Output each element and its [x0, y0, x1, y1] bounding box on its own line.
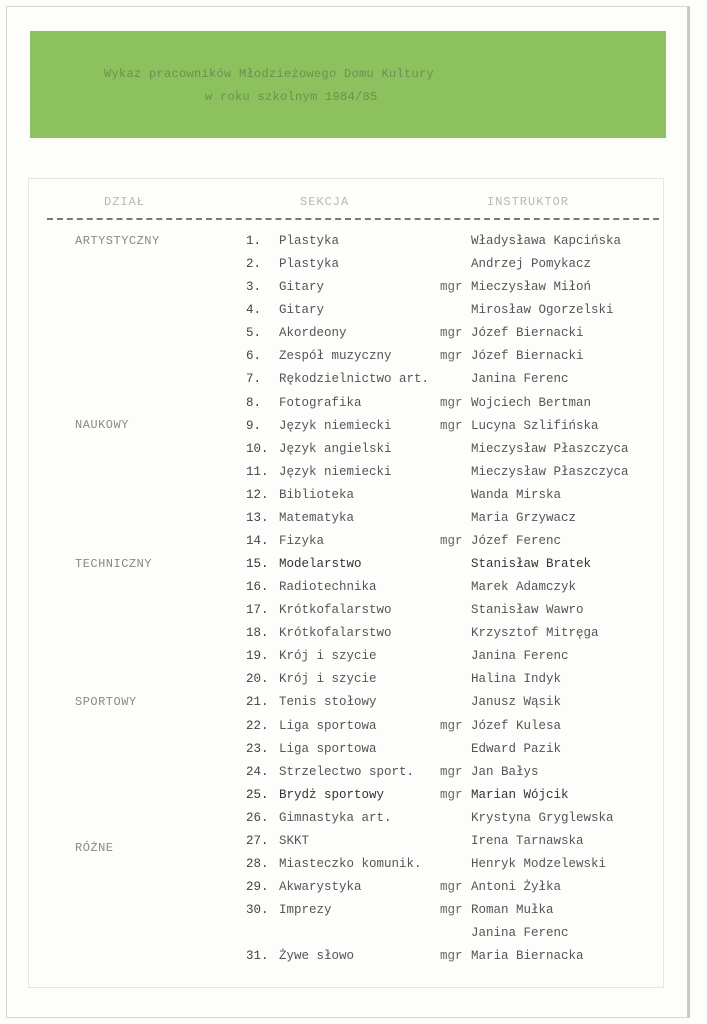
table-row [0, 649, 707, 669]
row-number: 9. [246, 418, 262, 433]
table-row [0, 765, 707, 785]
table-row [0, 511, 707, 531]
table-row [0, 857, 707, 877]
row-title-mgr: mgr [440, 326, 463, 341]
table-row [0, 903, 707, 923]
table-row [0, 603, 707, 623]
row-section: Matematyka [279, 510, 355, 525]
row-number: 13. [246, 510, 269, 525]
row-section: Tenis stołowy [279, 695, 377, 710]
row-instructor: Krzysztof Mitręga [471, 626, 599, 641]
table-row [0, 303, 707, 323]
row-number: 21. [246, 695, 269, 710]
row-section: Język niemiecki [279, 418, 392, 433]
row-number: 27. [246, 833, 269, 848]
row-instructor: Józef Ferenc [471, 533, 562, 548]
row-section: Fotografika [279, 395, 362, 410]
table-row [0, 442, 707, 462]
row-title-mgr: mgr [440, 718, 463, 733]
row-title-mgr: mgr [440, 533, 463, 548]
category-rozne: RÓŻNE [75, 841, 114, 855]
row-section: Plastyka [279, 234, 340, 248]
row-instructor: Maria Biernacka [471, 949, 584, 964]
row-instructor: Mieczysław Płaszczyca [471, 441, 629, 456]
table-row [0, 419, 707, 439]
row-number: 20. [246, 672, 269, 687]
table-row [0, 280, 707, 300]
row-section: Akordeony [279, 326, 347, 341]
row-section: Akwarystyka [279, 880, 362, 894]
category-naukowy: NAUKOWY [75, 418, 129, 432]
row-section: Fizyka [279, 533, 325, 548]
row-instructor: Jan Bałys [471, 764, 539, 779]
row-section: Liga sportowa [279, 718, 377, 733]
row-instructor: Józef Kulesa [471, 718, 562, 733]
table-row [0, 580, 707, 600]
row-instructor: Stanisław Bratek [471, 557, 592, 571]
row-instructor: Józef Biernacki [471, 349, 584, 364]
title-band [30, 31, 666, 138]
row-number: 7. [246, 372, 262, 387]
document-title: Wykaz pracowników Młodzieżowego Domu Kultury [104, 67, 435, 81]
row-instructor: Halina Indyk [471, 672, 562, 687]
table-row [0, 372, 707, 392]
row-instructor: Mirosław Ogorzelski [471, 303, 614, 318]
row-section: Plastyka [279, 257, 340, 272]
header-sekcja: SEKCJA [300, 195, 350, 209]
row-instructor: Stanisław Wawro [471, 603, 584, 618]
row-number: 22. [246, 718, 269, 733]
table-row [0, 672, 707, 692]
row-section: Brydż sportowy [279, 787, 385, 802]
table-row [0, 534, 707, 554]
row-number: 6. [246, 349, 262, 364]
table-row [0, 834, 707, 854]
table-row [0, 488, 707, 508]
row-section: Imprezy [279, 903, 332, 917]
row-section: Radiotechnika [279, 580, 377, 594]
row-instructor: Mieczysław Miłoń [471, 280, 592, 295]
table-row [0, 811, 707, 831]
row-title-mgr: mgr [440, 903, 463, 917]
table-row [0, 788, 707, 808]
table-row [0, 257, 707, 277]
row-section: Modelarstwo [279, 557, 362, 571]
row-number: 24. [246, 764, 269, 779]
table-row [0, 742, 707, 762]
row-title-mgr: mgr [440, 280, 463, 295]
row-section: Język angielski [279, 441, 392, 456]
row-section: Gitary [279, 280, 325, 295]
row-section: Język niemiecki [279, 464, 392, 479]
row-number: 19. [246, 649, 269, 664]
table-row [0, 695, 707, 715]
row-title-mgr: mgr [440, 764, 463, 779]
row-instructor: Władysława Kapcińska [471, 234, 622, 248]
row-instructor: Andrzej Pomykacz [471, 257, 592, 272]
table-row [0, 880, 707, 900]
row-number: 17. [246, 603, 269, 618]
header-divider [47, 218, 659, 220]
row-section: Biblioteka [279, 487, 355, 502]
row-instructor: Lucyna Szlifińska [471, 418, 599, 433]
row-section: Miasteczko komunik. [279, 856, 422, 871]
row-number: 29. [246, 880, 269, 894]
row-number: 25. [246, 787, 269, 802]
row-section: Zespół muzyczny [279, 349, 392, 364]
row-section: Gimnastyka art. [279, 810, 392, 825]
row-instructor: Marian Wójcik [471, 787, 569, 802]
table-row [0, 557, 707, 577]
row-number: 16. [246, 580, 269, 594]
table-row [0, 465, 707, 485]
row-title-mgr: mgr [440, 395, 463, 410]
table-row [0, 926, 707, 946]
row-instructor: Janina Ferenc [471, 649, 569, 664]
table-row [0, 949, 707, 969]
row-instructor: Wanda Mirska [471, 487, 562, 502]
row-number: 14. [246, 533, 269, 548]
row-number: 11. [246, 464, 269, 479]
row-instructor: Henryk Modzelewski [471, 856, 607, 871]
row-number: 23. [246, 741, 269, 756]
row-section: SKKT [279, 833, 310, 848]
table-row [0, 626, 707, 646]
row-number: 28. [246, 856, 269, 871]
row-section: Strzelectwo sport. [279, 764, 415, 779]
header-dzial: DZIAŁ [104, 195, 146, 209]
row-instructor: Antoni Żyłka [471, 880, 562, 894]
row-instructor: Edward Pazik [471, 741, 562, 756]
table-row [0, 326, 707, 346]
table-row [0, 719, 707, 739]
row-number: 8. [246, 395, 262, 410]
row-number: 4. [246, 303, 262, 318]
row-instructor: Krystyna Gryglewska [471, 810, 614, 825]
category-sportowy: SPORTOWY [75, 695, 137, 709]
row-instructor: Janina Ferenc [471, 372, 569, 387]
row-instructor: Marek Adamczyk [471, 580, 577, 594]
category-techniczny: TECHNICZNY [75, 557, 153, 571]
row-title-mgr: mgr [440, 349, 463, 364]
row-section: Krótkofalarstwo [279, 626, 392, 641]
row-number: 31. [246, 949, 269, 964]
row-section: Krój i szycie [279, 672, 377, 687]
row-instructor: Mieczysław Płaszczyca [471, 464, 629, 479]
row-instructor: Irena Tarnawska [471, 833, 584, 848]
row-number: 15. [246, 557, 269, 571]
header-instruktor: INSTRUKTOR [487, 195, 570, 209]
row-number: 18. [246, 626, 269, 641]
row-section: Gitary [279, 303, 325, 318]
table-row [0, 234, 707, 254]
row-title-mgr: mgr [440, 949, 463, 964]
document-subtitle: w roku szkolnym 1984/85 [205, 90, 378, 104]
table-row [0, 396, 707, 416]
row-section: Żywe słowo [279, 949, 355, 964]
row-instructor: Janina Ferenc [471, 926, 569, 941]
row-number: 12. [246, 487, 269, 502]
row-section: Rękodzielnictwo art. [279, 372, 430, 387]
row-instructor: Józef Biernacki [471, 326, 584, 341]
row-number: 2. [246, 257, 262, 272]
row-number: 10. [246, 441, 269, 456]
row-instructor: Maria Grzywacz [471, 510, 577, 525]
row-number: 5. [246, 326, 262, 341]
row-instructor: Wojciech Bertman [471, 395, 592, 410]
row-title-mgr: mgr [440, 418, 463, 433]
row-title-mgr: mgr [440, 787, 463, 802]
row-section: Liga sportowa [279, 741, 377, 756]
row-title-mgr: mgr [440, 880, 463, 894]
row-section: Krótkofalarstwo [279, 603, 392, 618]
row-number: 26. [246, 810, 269, 825]
row-instructor: Roman Mułka [471, 903, 554, 917]
category-artystyczny: ARTYSTYCZNY [75, 234, 160, 248]
row-number: 30. [246, 903, 269, 917]
row-instructor: Janusz Wąsik [471, 695, 562, 710]
table-row [0, 349, 707, 369]
row-number: 3. [246, 280, 262, 295]
row-number: 1. [246, 234, 262, 248]
row-section: Krój i szycie [279, 649, 377, 664]
